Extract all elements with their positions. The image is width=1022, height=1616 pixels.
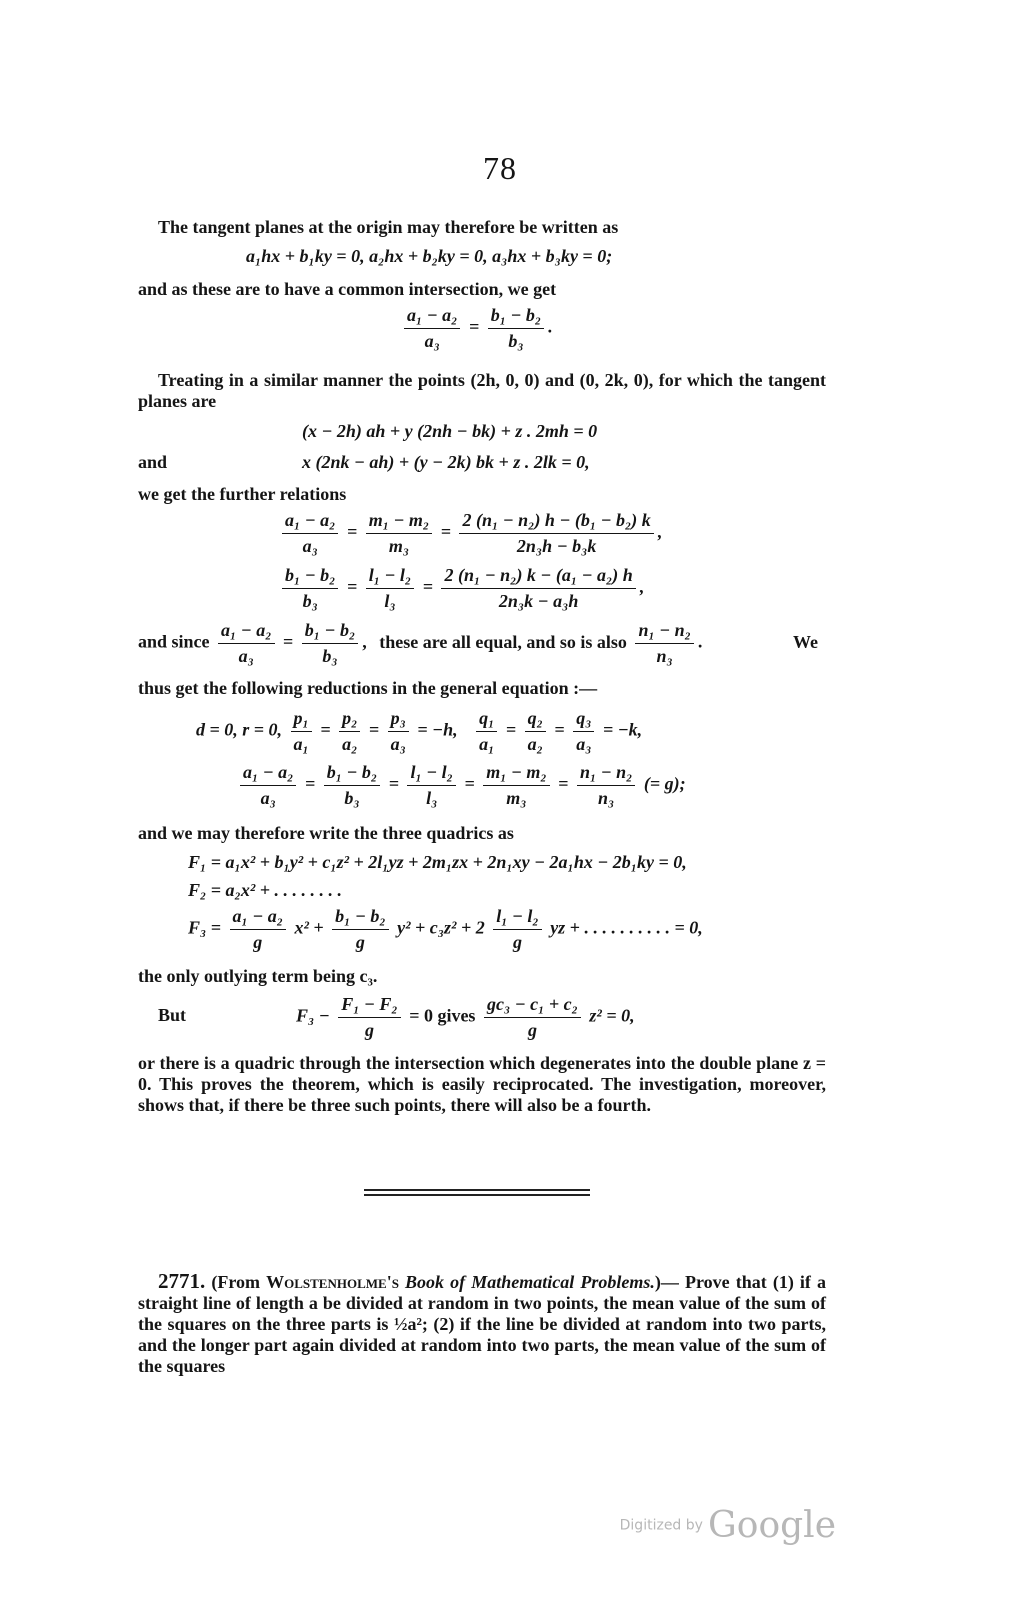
paragraph-8: the only outlying term being c₃.	[138, 966, 378, 986]
question-2771: 2771. (From Wolstenholme's Book of Mathematical Problems.)— Prove that (1) if a straight line of length a be divided at random in two points, the mean value of the sum of the squares on the three parts is ½a²; (2) if the line be divided at random into two parts, and the longer part again divided at random into two parts, the mean value of the sum of the squares	[138, 1269, 827, 1376]
fraction: $\frac{\text{b₁ − b₂}}{\text{b₃}}$	[302, 620, 358, 667]
fraction: $\frac{\text{b₁ − b₂}}{\text{b₃}}$	[282, 565, 338, 612]
google-watermark: Digitized by Google	[619, 1505, 836, 1546]
equation-reductions-1: d = 0, r = 0, $\frac{\text{p₁}}{\text{a₁}}$ = $\frac{\text{p₂}}{\text{a₂}}$ = $\frac{\text{p₃}}{\text{a₃}}$ = −h, $\frac{\text{q₁}}{\text{a₁}}$ = $\frac{\text{q₂}}{\text{a₂}}$ = $\frac{\text{q₃}}{\text{a₃}}$ = −k,	[196, 708, 643, 754]
equation-reductions-2: $\frac{\text{a₁ − a₂}}{\text{a₃}}$ = $\frac{\text{b₁ − b₂}}{\text{b₃}}$ = $\frac{\text{l₁ − l₂}}{\text{l₃}}$ = $\frac{\text{m₁ − m₂}}{\text{m₃}}$ = $\frac{\text{n₁ − n₂}}{\text{n₃}}$ (= g);	[236, 762, 686, 809]
equation-quadric-f2: F₂ = a₂x² + . . . . . . . .	[188, 880, 342, 900]
question-number: 2771.	[158, 1269, 206, 1293]
book-title: Book of Mathematical Problems.	[405, 1272, 655, 1292]
fraction: $\frac{\text{l₁ − l₂}}{\text{l₃}}$	[407, 762, 455, 809]
fraction: $\frac{\text{p₂}}{\text{a₂}}$	[339, 708, 360, 755]
fraction: $\frac{\text{m₁ − m₂}}{\text{m₃}}$	[483, 762, 549, 809]
fraction: $\frac{\text{l₁ − l₂}}{\text{l₃}}$	[366, 565, 414, 612]
fraction: $\frac{\text{a₁ − a₂}}{\text{a₃}}$	[240, 762, 296, 809]
label-but: But	[158, 1005, 187, 1025]
label-and: and	[138, 452, 168, 472]
equation-quadric-f1: F₁ = a₁x² + b₁y² + c₁z² + 2l₁yz + 2m₁zx + 2n₁xy − 2a₁hx − 2b₁ky = 0,	[188, 852, 687, 872]
equation-plane-1: (x − 2h) ah + y (2nh − bk) + z . 2mh = 0	[302, 421, 598, 441]
paragraph-10: or there is a quadric through the intersection which degenerates into the double plane z = 0. This proves the theorem, which is easily reciprocated. The investigation, moreover, shows that, if there be three such points, there will also be a fourth.	[138, 1053, 826, 1115]
paragraph-2: and as these are to have a common intersection, we get	[138, 279, 557, 299]
equation-plane-2: x (2nk − ah) + (y − 2k) bk + z . 2lk = 0,	[302, 452, 590, 472]
paragraph-6: thus get the following reductions in the general equation :—	[138, 678, 598, 698]
fraction: $\frac{\text{b₁ − b₂}}{\text{b₃}}$	[488, 305, 544, 352]
fraction: $\frac{\text{l₁ − l₂}}{g}$	[493, 906, 541, 953]
fraction: $\frac{\text{b₁ − b₂}}{\text{b₃}}$	[324, 762, 380, 809]
fraction: $\frac{\text{n₁ − n₂}}{\text{n₃}}$	[577, 762, 635, 809]
equation-degenerate: F₃ − $\frac{\text{F₁ − F₂}}{g}$ = 0 gives $\frac{\text{gc₃ − c₁ + c₂}}{g}$ z² = 0,	[296, 994, 635, 1040]
paragraph-5: and since $\frac{\text{a₁ − a₂}}{\text{a₃}}$ = $\frac{\text{b₁ − b₂}}{\text{b₃}}$ , these are all equal, and so is also $\frac{\text{n₁ − n₂}}{\text{n₃}}$ . We	[138, 620, 818, 666]
fraction: $\frac{\text{a₁ − a₂}}{\text{a₃}}$	[282, 510, 338, 557]
equation-relation-2: $\frac{\text{b₁ − b₂}}{\text{b₃}}$ = $\frac{\text{l₁ − l₂}}{\text{l₃}}$ = $\frac{\text{2 (n₁ − n₂) k − (a₁ − a₂) h}}{\text{2n₃k − a₃h}}$ ,	[278, 565, 644, 612]
fraction: $\frac{\text{q₁}}{\text{a₁}}$	[476, 708, 497, 755]
section-rule-top	[364, 1189, 590, 1191]
fraction: $\frac{\text{b₁ − b₂}}{g}$	[332, 906, 388, 953]
fraction: $\frac{\text{2 (n₁ − n₂) h − (b₁ − b₂) k}}{\text{2n₃h − b₃k}}$	[459, 510, 653, 557]
fraction: $\frac{\text{a₁ − a₂}}{g}$	[230, 906, 286, 953]
fraction: $\frac{\text{m₁ − m₂}}{\text{m₃}}$	[366, 510, 432, 557]
section-rule-bottom	[364, 1194, 590, 1196]
equation-quadric-f3: F₃ = $\frac{\text{a₁ − a₂}}{g}$ x² + $\frac{\text{b₁ − b₂}}{g}$ y² + c₃z² + 2 $\frac{\text{l₁ − l₂}}{g}$ yz + . . . . . . . . . . = 0,	[188, 906, 703, 952]
paragraph-1: The tangent planes at the origin may therefore be written as	[158, 217, 619, 237]
fraction: $\frac{\text{a₁ − a₂}}{\text{a₃}}$	[404, 305, 460, 352]
fraction: $\frac{\text{2 (n₁ − n₂) k − (a₁ − a₂) h}}{\text{2n₃k − a₃h}}$	[441, 565, 635, 612]
paragraph-4: we get the further relations	[138, 484, 347, 504]
author-name: Wolstenholme's	[266, 1272, 399, 1292]
fraction: $\frac{\text{p₁}}{\text{a₁}}$	[291, 708, 312, 755]
fraction: $\frac{\text{F₁ − F₂}}{g}$	[338, 994, 400, 1041]
fraction: $\frac{\text{gc₃ − c₁ + c₂}}{g}$	[484, 994, 581, 1041]
question-text: Prove that (1) if a straight line of length a be divided at random in two points, the mean value of the sum of the squares on the three parts is ½a²; (2) if the line be divided at random into two parts, and the longer part again divided at random into two parts, the mean value of the sum of the squares	[138, 1272, 827, 1376]
paragraph-7: and we may therefore write the three quadrics as	[138, 823, 514, 843]
equation-relation-1: $\frac{\text{a₁ − a₂}}{\text{a₃}}$ = $\frac{\text{m₁ − m₂}}{\text{m₃}}$ = $\frac{\text{2 (n₁ − n₂) h − (b₁ − b₂) k}}{\text{2n₃h − b₃k}}$ ,	[278, 510, 662, 557]
fraction: $\frac{\text{n₁ − n₂}}{\text{n₃}}$	[635, 620, 693, 667]
paragraph-3: Treating in a similar manner the points (2h, 0, 0) and (0, 2k, 0), for which the tangent planes are	[138, 370, 826, 411]
fraction: $\frac{\text{q₂}}{\text{a₂}}$	[525, 708, 546, 755]
fraction: $\frac{\text{q₃}}{\text{a₃}}$	[573, 708, 594, 755]
page-number: 78	[483, 150, 517, 186]
equation-tangent-planes: a₁hx + b₁ky = 0, a₂hx + b₂ky = 0, a₃hx + b₃ky = 0;	[246, 246, 613, 266]
fraction: $\frac{\text{p₃}}{\text{a₃}}$	[388, 708, 409, 755]
google-logo: Google	[708, 1505, 836, 1546]
fraction: $\frac{\text{a₁ − a₂}}{\text{a₃}}$	[218, 620, 274, 667]
equation-ratio-ab: $\frac{\text{a₁ − a₂}}{\text{a₃}}$ = $\frac{\text{b₁ − b₂}}{\text{b₃}}$ .	[400, 305, 553, 352]
